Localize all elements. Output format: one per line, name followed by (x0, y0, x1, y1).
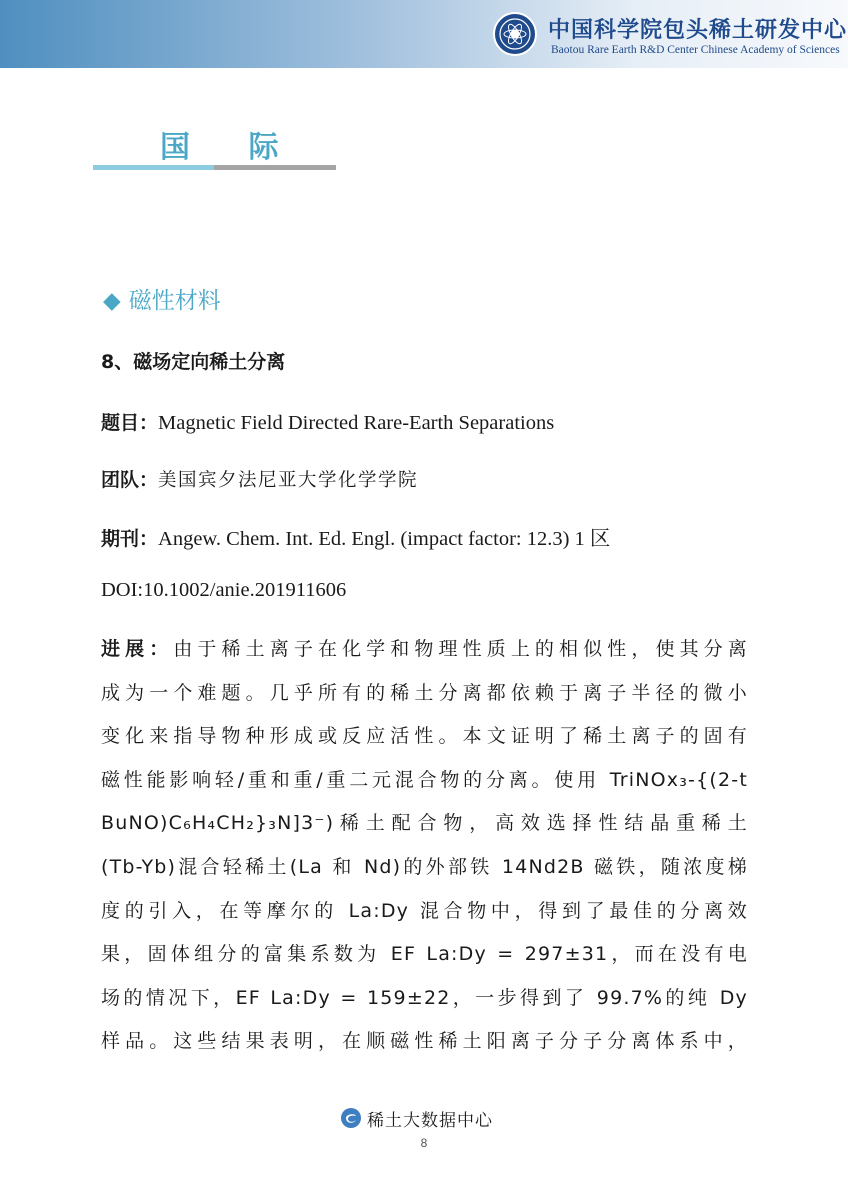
progress-line: 度的引入，在等摩尔的 La:Dy 混合物中，得到了最佳的分离效 (101, 899, 748, 922)
progress-line: 成为一个难题。几乎所有的稀土分离都依赖于离子半径的微小 (101, 681, 748, 704)
rare-earth-big-data-logo-icon (339, 1106, 363, 1134)
progress-label: 进展： (101, 638, 174, 660)
progress-text: 由于稀土离子在化学和物理性质上的相似性，使其分离 (173, 638, 748, 660)
progress-paragraph (101, 628, 748, 1064)
topic-label: 题目： (101, 412, 159, 434)
subsection-title: 磁性材料 (128, 288, 221, 314)
progress-line (101, 628, 748, 672)
progress-line: (Tb-Yb)混合轻稀土(La 和 Nd)的外部铁 14Nd2B 磁铁，随浓度梯 (101, 855, 748, 878)
section-title: 国 际 (160, 130, 303, 165)
journal-label: 期刊： (101, 528, 159, 550)
page-number: 8 (420, 1136, 428, 1150)
organization-name-cn: 中国科学院包头稀土研发中心 (548, 18, 848, 43)
team-line (101, 465, 418, 492)
organization-name-en: Baotou Rare Earth R&D Center Chinese Academy of Sciences (551, 44, 840, 56)
progress-line: 场的情况下，EF La:Dy = 159±22，一步得到了 99.7%的纯 Dy (101, 986, 748, 1009)
doi-line (101, 577, 346, 602)
progress-line: 磁性能影响轻/重和重/重二元混合物的分离。使用 TriNOx₃-{(2-t (101, 768, 748, 791)
diamond-bullet-icon: ◆ (103, 288, 121, 314)
team-label: 团队： (101, 469, 159, 491)
journal-line (101, 521, 610, 551)
footer-label: 稀土大数据中心 (367, 1111, 493, 1131)
section-title-underline-grey (214, 165, 336, 170)
cas-logo-icon (493, 12, 537, 56)
article-heading: 8、磁场定向稀土分离 (101, 351, 286, 373)
topic-line (101, 408, 554, 435)
section-title-underline-blue (93, 165, 214, 170)
doi-value: DOI:10.1002/anie.201911606 (101, 579, 347, 601)
progress-line: 果，固体组分的富集系数为 EF La:Dy = 297±31，而在没有电 (101, 943, 748, 966)
progress-line: 样品。这些结果表明，在顺磁性稀土阳离子分子分离体系中， (101, 1030, 748, 1053)
progress-line: BuNO)C₆H₄CH₂}₃N]3⁻)稀土配合物，高效选择性结晶重稀土 (101, 812, 748, 835)
subsection-heading (103, 282, 221, 315)
topic-value: Magnetic Field Directed Rare-Earth Separations (158, 412, 555, 434)
journal-value: Angew. Chem. Int. Ed. Engl. (impact factor: 12.3) 1 区 (158, 528, 611, 550)
progress-line: 变化来指导物种形成或反应活性。本文证明了稀土离子的固有 (101, 725, 748, 748)
team-value: 美国宾夕法尼亚大学化学学院 (158, 470, 419, 491)
